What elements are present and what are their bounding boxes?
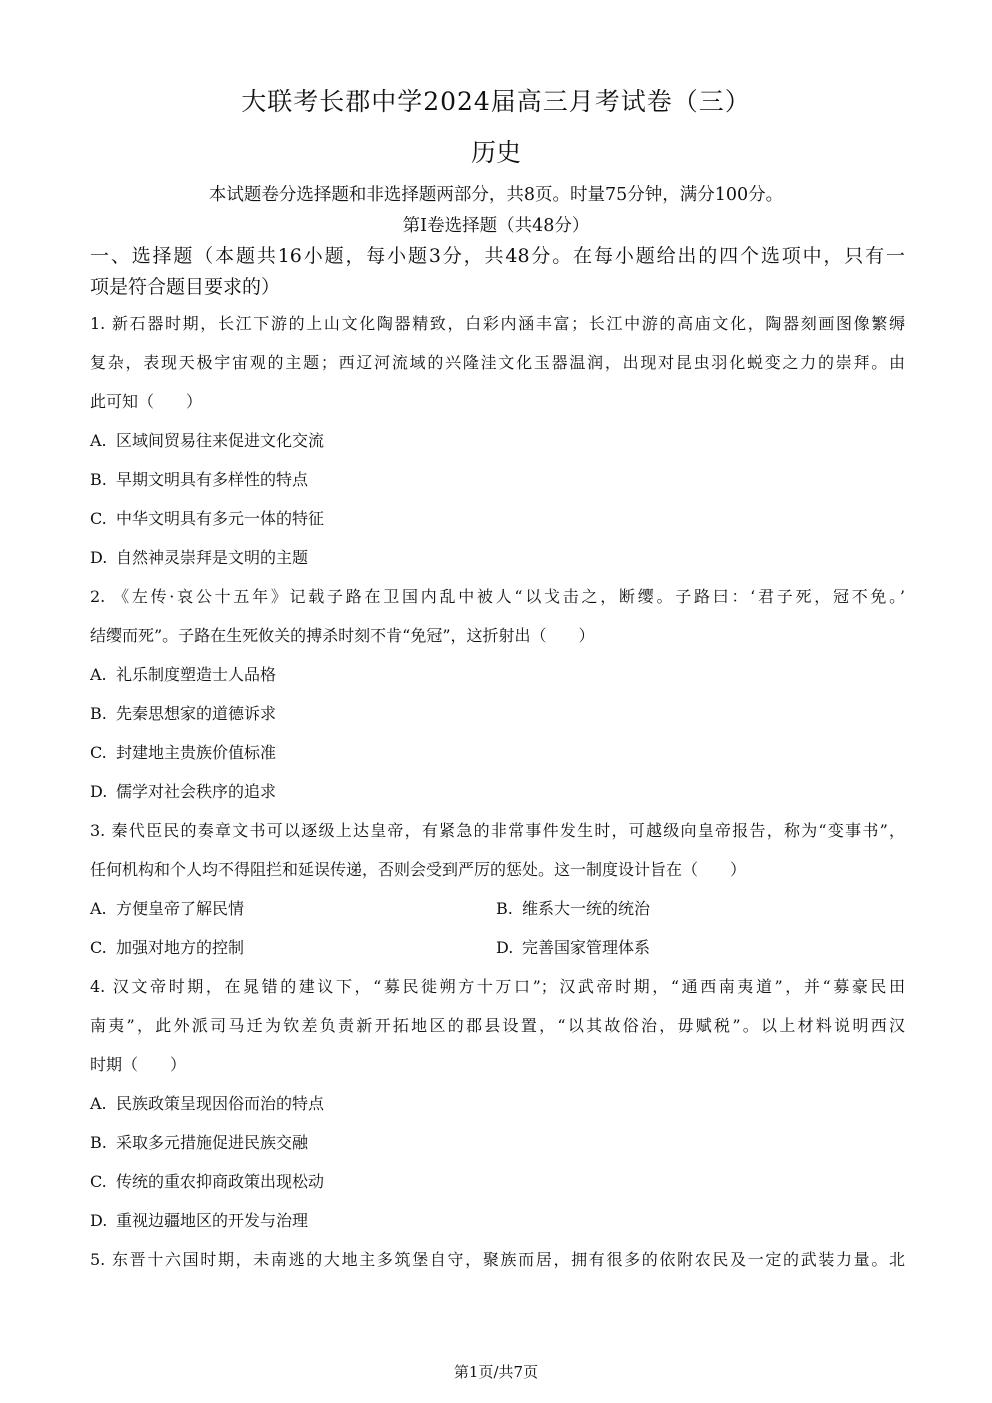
page-number: 第1页/共7页: [453, 1363, 539, 1381]
option-text: 自然神灵崇拜是文明的主题: [116, 548, 309, 567]
option-text: 中华文明具有多元一体的特征: [116, 509, 325, 528]
option-letter: B.: [496, 899, 513, 918]
question-1-option-b[interactable]: [90, 470, 308, 490]
option-text: 重视边疆地区的开发与治理: [116, 1211, 309, 1230]
part-heading: 第Ⅰ卷选择题（共48分）: [402, 216, 590, 236]
option-letter: D.: [90, 782, 108, 801]
option-text: 完善国家管理体系: [522, 938, 651, 957]
question-2-option-a[interactable]: [90, 665, 276, 685]
option-letter: A.: [90, 431, 107, 450]
exam-intro: 本试题卷分选择题和非选择题两部分，共8页。时量75分钟，满分100分。: [208, 185, 784, 205]
question-3-option-b[interactable]: [496, 899, 650, 919]
option-text: 加强对地方的控制: [116, 938, 245, 957]
question-2-option-d[interactable]: [90, 782, 276, 802]
option-letter: C.: [90, 1172, 107, 1191]
question-3-line-2: 任何机构和个人均不得阻拦和延误传递，否则会受到严厉的惩处。这一制度设计旨在（ ）: [90, 860, 747, 879]
question-2-line-1: 2. 《左传·哀公十五年》记载子路在卫国内乱中被人“以戈击之，断缨。子路曰：‘君子死，冠不免。’: [90, 587, 905, 606]
question-4-option-a[interactable]: [90, 1094, 324, 1114]
option-text: 方便皇帝了解民情: [116, 899, 245, 918]
question-3-option-c[interactable]: [90, 938, 244, 958]
option-letter: B.: [90, 704, 107, 723]
option-text: 先秦思想家的道德诉求: [116, 704, 277, 723]
question-4-option-c[interactable]: [90, 1172, 324, 1192]
section-line-1: 一、选择题（本题共16小题，每小题3分，共48分。在每小题给出的四个选项中，只有一: [90, 245, 905, 267]
option-text: 封建地主贵族价值标准: [116, 743, 277, 762]
question-1-option-d[interactable]: [90, 548, 308, 568]
option-letter: D.: [90, 1211, 108, 1230]
option-letter: C.: [90, 509, 107, 528]
option-letter: C.: [90, 743, 107, 762]
option-letter: A.: [90, 665, 107, 684]
exam-title: 大联考长郡中学2024届高三月考试卷（三）: [241, 87, 751, 116]
option-text: 儒学对社会秩序的追求: [116, 782, 277, 801]
question-1-line-3: 此可知（ ）: [90, 392, 203, 411]
option-letter: B.: [90, 470, 107, 489]
question-3-line-1: 3. 秦代臣民的奏章文书可以逐级上达皇帝，有紧急的非常事件发生时，可越级向皇帝报告，称为“变事书”，: [90, 821, 905, 840]
option-text: 礼乐制度塑造士人品格: [116, 665, 277, 684]
option-letter: A.: [90, 899, 107, 918]
question-1-line-1: 1. 新石器时期，长江下游的上山文化陶器精致，白彩内涵丰富；长江中游的高庙文化，陶器刻画图像繁缛: [90, 314, 905, 333]
section-instructions: [90, 241, 905, 303]
option-text: 传统的重农抑商政策出现松动: [116, 1172, 325, 1191]
section-line-2: 项是符合题目要求的）: [90, 276, 281, 298]
question-4-line-2: 南夷”，此外派司马迁为钦差负责新开拓地区的郡县设置，“以其故俗治，毋赋税”。以上材料说明西汉: [90, 1016, 905, 1035]
question-4-line-3: 时期（ ）: [90, 1055, 187, 1074]
question-4-option-b[interactable]: [90, 1133, 308, 1153]
option-text: 维系大一统的统治: [522, 899, 651, 918]
question-4-option-d[interactable]: [90, 1211, 308, 1231]
question-2-option-b[interactable]: [90, 704, 276, 724]
option-letter: A.: [90, 1094, 107, 1113]
option-letter: D.: [90, 548, 108, 567]
option-letter: D.: [496, 938, 514, 957]
question-3-option-a[interactable]: [90, 899, 244, 919]
option-text: 区域间贸易往来促进文化交流: [116, 431, 325, 450]
option-text: 早期文明具有多样性的特点: [116, 470, 309, 489]
question-2-option-c[interactable]: [90, 743, 276, 763]
option-text: 民族政策呈现因俗而治的特点: [116, 1094, 325, 1113]
question-1-line-2: 复杂，表现天极宇宙观的主题；西辽河流域的兴隆洼文化玉器温润，出现对昆虫羽化蜕变之力的崇拜。由: [90, 353, 905, 372]
option-letter: B.: [90, 1133, 107, 1152]
question-1-option-c[interactable]: [90, 509, 324, 529]
question-5-line-1: 5. 东晋十六国时期，未南逃的大地主多筑堡自守，聚族而居，拥有很多的依附农民及一定的武装力量。北: [90, 1250, 905, 1269]
question-4-line-1: 4. 汉文帝时期，在晁错的建议下，“募民徙朔方十万口”；汉武帝时期，“通西南夷道”，并“募豪民田: [90, 977, 905, 996]
question-1-option-a[interactable]: [90, 431, 324, 451]
question-3-option-d[interactable]: [496, 938, 650, 958]
option-letter: C.: [90, 938, 107, 957]
subject-title: 历史: [470, 138, 521, 167]
question-2-line-2: 结缨而死”。子路在生死攸关的搏杀时刻不肯“免冠”，这折射出（ ）: [90, 626, 595, 645]
option-text: 采取多元措施促进民族交融: [116, 1133, 309, 1152]
